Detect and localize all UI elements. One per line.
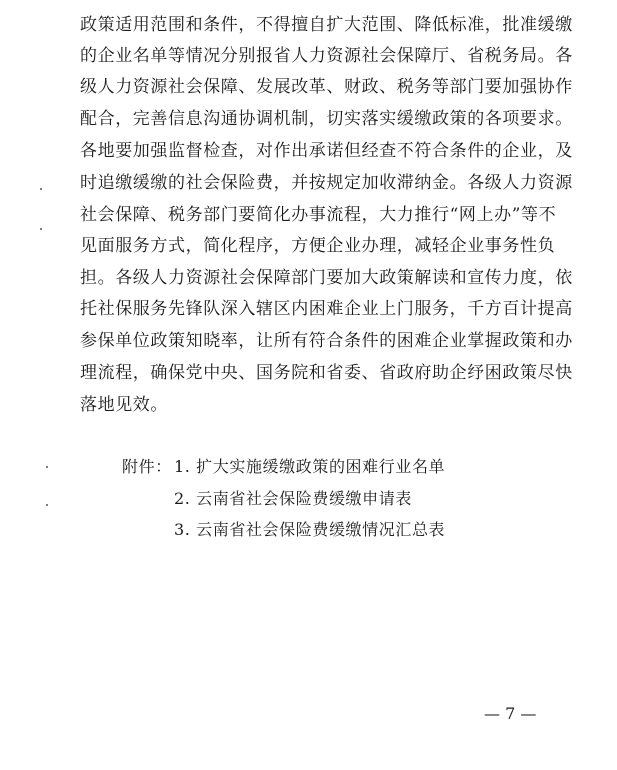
page-number: — 7 — (484, 704, 537, 723)
attachment-item: 2. 云南省社会保险费缓缴申请表 (174, 489, 412, 508)
body-line: 各地要加强监督检查，对作出承诺但经查不符合条件的企业，及 (80, 141, 573, 161)
body-line: 配合，完善信息沟通协调机制，切实落实缓缴政策的各项要求。 (80, 109, 573, 129)
body-line: 时追缴缓缴的社会保险费，并按规定加收滞纳金。各级人力资源 (80, 173, 573, 193)
scan-speck (40, 188, 42, 190)
body-line: 见面服务方式，简化程序，方便企业办理，减轻企业事务性负 (80, 236, 556, 256)
attachments-label: 附件： (122, 457, 172, 476)
body-line: 参保单位政策知晓率，让所有符合条件的困难企业掌握政策和办 (80, 331, 573, 351)
scan-speck (46, 466, 48, 468)
body-line: 社会保障、税务部门要简化办事流程，大力推行“网上办”等不 (80, 205, 557, 225)
scan-speck (46, 504, 48, 506)
body-line: 担。各级人力资源社会保障部门要加大政策解读和宣传力度，依 (80, 268, 573, 288)
body-line: 的企业名单等情况分别报省人力资源社会保障厅、省税务局。各 (80, 46, 573, 66)
body-line: 级人力资源社会保障、发展改革、财政、税务等部门要加强协作 (80, 77, 573, 97)
body-line: 政策适用范围和条件，不得擅自扩大范围、降低标准，批准缓缴 (80, 15, 573, 35)
body-line: 落地见效。 (80, 395, 168, 415)
body-line: 托社保服务先锋队深入辖区内困难企业上门服务，千方百计提高 (80, 299, 573, 319)
scan-speck (40, 228, 42, 230)
attachment-item: 3. 云南省社会保险费缓缴情况汇总表 (174, 520, 446, 539)
attachment-item: 1. 扩大实施缓缴政策的困难行业名单 (174, 457, 446, 476)
body-line: 理流程，确保党中央、国务院和省委、省政府助企纾困政策尽快 (80, 363, 573, 383)
